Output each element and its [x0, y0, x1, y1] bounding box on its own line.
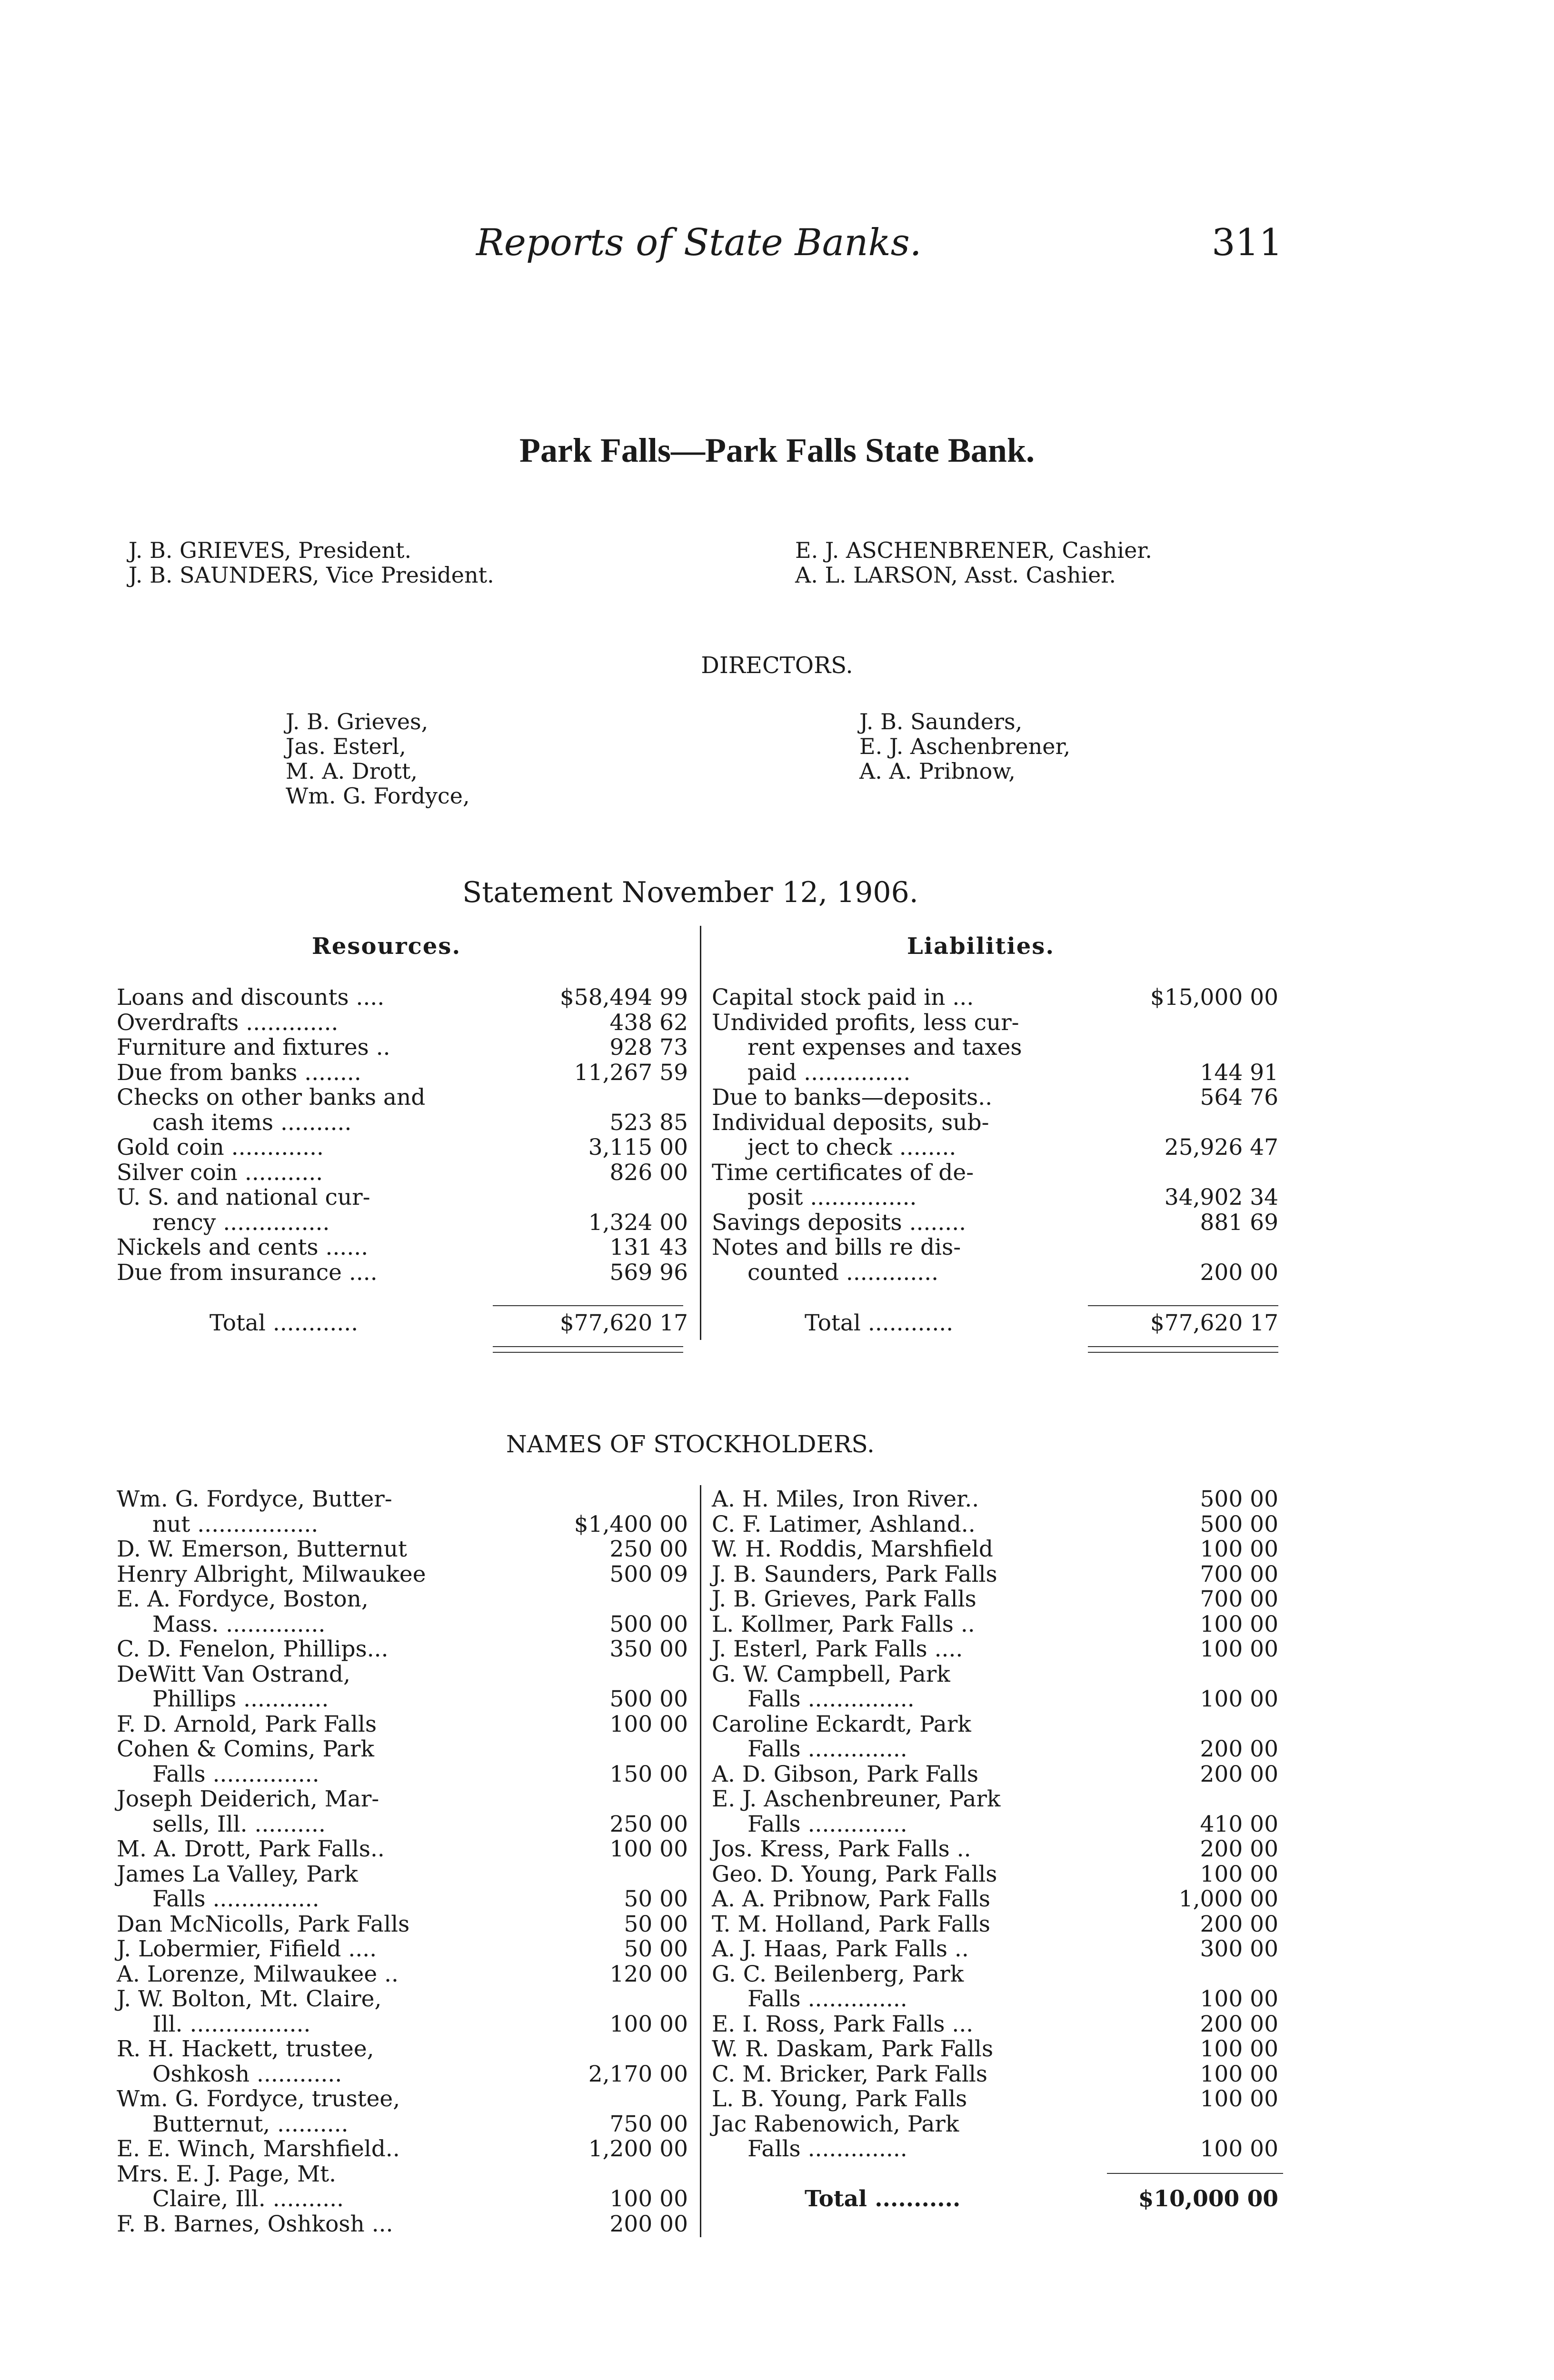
table-row [117, 1060, 688, 1084]
row-label: R. H. Hackett, trustee, [117, 2036, 374, 2062]
director-name: M. A. Drott, [286, 758, 418, 784]
director-name: Jas. Esterl, [286, 734, 406, 759]
row-amount: 500 00 [1200, 1511, 1278, 1537]
directors-right [859, 709, 1070, 783]
table-row [712, 1886, 1283, 1911]
table-row [712, 1911, 1283, 1936]
row-label: Time certificates of de- [712, 1159, 974, 1186]
row-amount: 500 09 [609, 1561, 688, 1587]
director-name: Wm. G. Fordyce, [286, 783, 470, 809]
row-label: C. M. Bricker, Park Falls [712, 2061, 988, 2087]
table-row [712, 1210, 1283, 1234]
row-label: Individual deposits, sub- [712, 1109, 989, 1136]
row-label: DeWitt Van Ostrand, [117, 1661, 350, 1687]
row-label: J. W. Bolton, Mt. Claire, [117, 1986, 382, 2012]
table-row [712, 1234, 1283, 1259]
directors-heading: DIRECTORS. [701, 652, 853, 679]
table-row [117, 1010, 688, 1034]
row-amount: 1,000 00 [1178, 1886, 1278, 1912]
row-amount: 700 00 [1200, 1586, 1278, 1612]
row-label: nut ................. [152, 1511, 319, 1537]
table-row [712, 2136, 1283, 2161]
total-amount: $10,000 00 [1138, 2186, 1278, 2212]
table-row [117, 2036, 688, 2061]
row-label: A. Lorenze, Milwaukee .. [117, 1961, 398, 1987]
table-row [712, 1636, 1283, 1661]
row-label: Geo. D. Young, Park Falls [712, 1861, 997, 1887]
row-amount: 100 00 [1200, 1536, 1278, 1562]
table-row [117, 1711, 688, 1736]
table-row [117, 2186, 688, 2211]
row-label: Silver coin ........... [117, 1159, 323, 1186]
resources-table [117, 984, 688, 1318]
row-label: Due from banks ........ [117, 1059, 361, 1086]
row-amount: 34,902 34 [1164, 1184, 1278, 1210]
row-amount: 25,926 47 [1164, 1134, 1278, 1160]
table-row [117, 1611, 688, 1636]
resources-total-row [117, 1310, 688, 1339]
row-amount: 200 00 [1200, 2011, 1278, 2037]
row-amount: 500 00 [1200, 1486, 1278, 1512]
row-amount: 100 00 [1200, 2136, 1278, 2162]
row-label: Wm. G. Fordyce, trustee, [117, 2086, 400, 2112]
table-row [117, 1786, 688, 1811]
row-label: Loans and discounts .... [117, 984, 385, 1011]
row-amount: 200 00 [1200, 1259, 1278, 1286]
table-row [712, 1060, 1283, 1084]
row-label: A. D. Gibson, Park Falls [712, 1761, 978, 1787]
row-label: Wm. G. Fordyce, Butter- [117, 1486, 392, 1512]
bank-title: Park Falls—Park Falls State Bank. [519, 431, 1035, 469]
row-label: Butternut, .......... [152, 2111, 349, 2137]
table-row [117, 2011, 688, 2036]
table-row [117, 2161, 688, 2186]
row-label: Mass. .............. [152, 1611, 326, 1637]
row-amount: 569 96 [609, 1259, 688, 1286]
table-row [712, 1686, 1283, 1711]
stockholders-column-divider [700, 1485, 701, 2237]
row-label: E. A. Fordyce, Boston, [117, 1586, 369, 1612]
resources-heading: Resources. [312, 933, 461, 960]
row-amount: 3,115 00 [588, 1134, 688, 1160]
row-label: Caroline Eckardt, Park [712, 1711, 971, 1737]
table-row [712, 2086, 1283, 2111]
table-row [712, 1110, 1283, 1134]
table-row [712, 1134, 1283, 1159]
stockholders-right-list [712, 1486, 1283, 2172]
table-row [117, 1911, 688, 1936]
row-label: Furniture and fixtures .. [117, 1034, 390, 1061]
row-label: G. W. Campbell, Park [712, 1661, 950, 1687]
table-row [117, 1536, 688, 1561]
total-label: Total ........... [805, 2186, 961, 2212]
resources-double-rule-bottom [493, 1352, 683, 1353]
stockholders-total-rule [1107, 2173, 1283, 2174]
row-amount: 100 00 [1200, 2061, 1278, 2087]
table-row [712, 2111, 1283, 2136]
officer-vice-president: J. B. SAUNDERS, Vice President. [129, 562, 494, 588]
row-amount: 100 00 [609, 2186, 688, 2212]
table-row [712, 1010, 1283, 1034]
row-amount: 881 69 [1200, 1209, 1278, 1236]
liabilities-double-rule-top [1088, 1346, 1278, 1347]
total-label: Total ............ [805, 1310, 954, 1336]
row-amount: $15,000 00 [1150, 984, 1278, 1011]
total-label: Total ............ [209, 1310, 359, 1336]
row-label: Gold coin ............. [117, 1134, 324, 1160]
row-label: Capital stock paid in ... [712, 984, 974, 1011]
table-row [117, 2061, 688, 2086]
table-row [712, 1936, 1283, 1961]
table-row [117, 2086, 688, 2111]
director-name: A. A. Pribnow, [859, 758, 1016, 784]
row-label: C. D. Fenelon, Phillips... [117, 1636, 388, 1662]
row-label: L. Kollmer, Park Falls .. [712, 1611, 975, 1637]
table-row [712, 1761, 1283, 1786]
table-row [712, 2061, 1283, 2086]
row-label: Savings deposits ........ [712, 1209, 966, 1236]
table-row [712, 1561, 1283, 1586]
row-amount: 438 62 [609, 1009, 688, 1036]
row-label: Checks on other banks and [117, 1084, 426, 1111]
table-row [117, 1586, 688, 1611]
table-row [117, 1486, 688, 1511]
row-label: rency ............... [152, 1209, 330, 1236]
table-row [117, 1084, 688, 1109]
row-label: Notes and bills re dis- [712, 1234, 961, 1260]
row-amount: 500 00 [609, 1611, 688, 1637]
table-row [117, 2136, 688, 2161]
row-label: Due to banks—deposits.. [712, 1084, 993, 1111]
table-row [712, 2036, 1283, 2061]
row-amount: 250 00 [609, 1811, 688, 1837]
table-row [117, 1259, 688, 1284]
row-label: E. E. Winch, Marshfield.. [117, 2136, 400, 2162]
table-row [712, 1586, 1283, 1611]
row-label: paid ............... [747, 1059, 911, 1086]
row-label: Henry Albright, Milwaukee [117, 1561, 426, 1587]
table-row [712, 1961, 1283, 1986]
liabilities-table [712, 984, 1283, 1318]
page-number: 311 [1212, 221, 1283, 264]
row-label: Falls ............... [152, 1761, 319, 1787]
officers-right [795, 538, 1152, 587]
row-amount: 100 00 [1200, 1861, 1278, 1887]
row-label: Falls .............. [747, 1986, 907, 2012]
row-label: Cohen & Comins, Park [117, 1736, 374, 1762]
table-row [117, 2111, 688, 2136]
director-name: J. B. Saunders, [859, 709, 1023, 734]
row-label: posit ............... [747, 1184, 917, 1210]
row-amount: 100 00 [1200, 2086, 1278, 2112]
row-amount: 410 00 [1200, 1811, 1278, 1837]
row-label: Nickels and cents ...... [117, 1234, 369, 1260]
table-row [117, 1184, 688, 1209]
row-label: Falls .............. [747, 1811, 907, 1837]
row-label: A. A. Pribnow, Park Falls [712, 1886, 990, 1912]
table-row [712, 1986, 1283, 2011]
table-row [712, 1084, 1283, 1109]
row-label: Undivided profits, less cur- [712, 1009, 1019, 1036]
row-label: Mrs. E. J. Page, Mt. [117, 2161, 337, 2187]
row-label: J. B. Saunders, Park Falls [712, 1561, 997, 1587]
row-label: J. Esterl, Park Falls .... [712, 1636, 963, 1662]
row-label: Ill. ................. [152, 2011, 311, 2037]
row-label: W. R. Daskam, Park Falls [712, 2036, 994, 2062]
row-label: L. B. Young, Park Falls [712, 2086, 967, 2112]
table-row [117, 1034, 688, 1059]
row-amount: 1,200 00 [588, 2136, 688, 2162]
table-row [712, 1661, 1283, 1686]
row-label: D. W. Emerson, Butternut [117, 1536, 407, 1562]
liabilities-total-rule [1088, 1305, 1278, 1306]
stockholders-left-list [117, 1486, 688, 2248]
table-row [117, 1836, 688, 1861]
table-row [117, 1736, 688, 1761]
row-label: Phillips ............ [152, 1686, 329, 1712]
row-label: sells, Ill. .......... [152, 1811, 326, 1837]
statement-column-divider [700, 926, 701, 1340]
statement-heading: Statement November 12, 1906. [462, 876, 918, 909]
table-row [712, 1611, 1283, 1636]
row-amount: 564 76 [1200, 1084, 1278, 1111]
row-label: A. H. Miles, Iron River.. [712, 1486, 979, 1512]
officers-left [129, 538, 494, 587]
row-label: rent expenses and taxes [747, 1034, 1022, 1061]
liabilities-total-row [712, 1310, 1283, 1339]
row-amount: 300 00 [1200, 1936, 1278, 1962]
row-label: F. B. Barnes, Oshkosh ... [117, 2211, 393, 2237]
table-row [712, 2011, 1283, 2036]
row-label: Jos. Kress, Park Falls .. [712, 1836, 971, 1862]
row-label: Falls ............... [747, 1686, 915, 1712]
table-row [117, 1936, 688, 1961]
row-amount: 144 91 [1200, 1059, 1278, 1086]
table-row [117, 1511, 688, 1536]
row-amount: 100 00 [609, 1711, 688, 1737]
table-row [117, 1561, 688, 1586]
table-row [117, 1886, 688, 1911]
table-row [117, 1110, 688, 1134]
table-row [117, 1134, 688, 1159]
running-title: Reports of State Banks. [476, 221, 922, 264]
row-label: Overdrafts ............. [117, 1009, 339, 1036]
row-label: E. I. Ross, Park Falls ... [712, 2011, 974, 2037]
row-amount: 50 00 [624, 1936, 688, 1962]
row-label: F. D. Arnold, Park Falls [117, 1711, 377, 1737]
director-name: J. B. Grieves, [286, 709, 428, 734]
row-label: Dan McNicolls, Park Falls [117, 1911, 410, 1937]
stockholders-total-row [712, 2186, 1283, 2214]
row-label: U. S. and national cur- [117, 1184, 370, 1210]
row-label: James La Valley, Park [117, 1861, 358, 1887]
table-row [117, 2211, 688, 2236]
table-row [712, 1486, 1283, 1511]
table-row [712, 1160, 1283, 1184]
table-row [117, 1961, 688, 1986]
row-amount: 500 00 [609, 1686, 688, 1712]
director-name: E. J. Aschenbrener, [859, 734, 1071, 759]
table-row [117, 1661, 688, 1686]
row-amount: 150 00 [609, 1761, 688, 1787]
row-amount: 11,267 59 [574, 1059, 688, 1086]
resources-total-rule [493, 1305, 683, 1306]
row-label: Oshkosh ............ [152, 2061, 342, 2087]
total-amount: $77,620 17 [1150, 1310, 1278, 1336]
row-amount: 1,324 00 [588, 1209, 688, 1236]
row-label: A. J. Haas, Park Falls .. [712, 1936, 969, 1962]
row-label: Jac Rabenowich, Park [712, 2111, 959, 2137]
row-label: Falls .............. [747, 2136, 907, 2162]
table-row [117, 1811, 688, 1836]
table-row [712, 1034, 1283, 1059]
row-amount: 523 85 [609, 1109, 688, 1136]
row-amount: 200 00 [1200, 1736, 1278, 1762]
row-amount: $1,400 00 [574, 1511, 688, 1537]
table-row [712, 1511, 1283, 1536]
row-amount: 100 00 [1200, 1636, 1278, 1662]
table-row [117, 1986, 688, 2011]
table-row [712, 1711, 1283, 1736]
row-amount: 100 00 [1200, 1611, 1278, 1637]
resources-double-rule-top [493, 1346, 683, 1347]
row-label: G. C. Beilenberg, Park [712, 1961, 964, 1987]
table-row [712, 1259, 1283, 1284]
row-label: W. H. Roddis, Marshfield [712, 1536, 994, 1562]
row-amount: 2,170 00 [588, 2061, 688, 2087]
row-label: C. F. Latimer, Ashland.. [712, 1511, 976, 1537]
table-row [712, 1184, 1283, 1209]
row-amount: 250 00 [609, 1536, 688, 1562]
table-row [117, 1210, 688, 1234]
row-label: Falls ............... [152, 1886, 319, 1912]
row-label: Joseph Deiderich, Mar- [117, 1786, 379, 1812]
row-label: counted ............. [747, 1259, 939, 1286]
row-label: ject to check ........ [747, 1134, 956, 1160]
liabilities-heading: Liabilities. [907, 933, 1055, 960]
row-amount: 200 00 [609, 2211, 688, 2237]
row-amount: 50 00 [624, 1886, 688, 1912]
row-amount: 100 00 [1200, 1986, 1278, 2012]
row-label: E. J. Aschenbreuner, Park [712, 1786, 1001, 1812]
table-row [117, 1861, 688, 1886]
row-amount: 700 00 [1200, 1561, 1278, 1587]
stockholders-heading: NAMES OF STOCKHOLDERS. [506, 1430, 875, 1458]
row-amount: 120 00 [609, 1961, 688, 1987]
row-label: Falls .............. [747, 1736, 907, 1762]
row-label: J. B. Grieves, Park Falls [712, 1586, 976, 1612]
row-amount: 200 00 [1200, 1911, 1278, 1937]
table-row [712, 1786, 1283, 1811]
table-row [712, 1861, 1283, 1886]
row-label: J. Lobermier, Fifield .... [117, 1936, 377, 1962]
row-amount: $58,494 99 [559, 984, 688, 1011]
table-row [117, 1160, 688, 1184]
liabilities-double-rule-bottom [1088, 1352, 1278, 1353]
row-amount: 928 73 [609, 1034, 688, 1061]
row-amount: 100 00 [609, 2011, 688, 2037]
row-amount: 100 00 [609, 1836, 688, 1862]
officer-president: J. B. GRIEVES, President. [129, 537, 412, 563]
row-amount: 826 00 [609, 1159, 688, 1186]
table-row [117, 1686, 688, 1711]
directors-left [286, 709, 470, 808]
row-amount: 131 43 [609, 1234, 688, 1260]
table-row [712, 984, 1283, 1009]
row-amount: 200 00 [1200, 1761, 1278, 1787]
row-label: M. A. Drott, Park Falls.. [117, 1836, 385, 1862]
row-amount: 350 00 [609, 1636, 688, 1662]
table-row [712, 1811, 1283, 1836]
table-row [117, 1761, 688, 1786]
table-row [712, 1536, 1283, 1561]
total-amount: $77,620 17 [559, 1310, 688, 1336]
row-amount: 100 00 [1200, 2036, 1278, 2062]
row-label: cash items .......... [152, 1109, 352, 1136]
table-row [712, 1836, 1283, 1861]
row-amount: 50 00 [624, 1911, 688, 1937]
row-amount: 100 00 [1200, 1686, 1278, 1712]
officer-cashier: E. J. ASCHENBRENER, Cashier. [795, 537, 1152, 563]
officer-asst-cashier: A. L. LARSON, Asst. Cashier. [795, 562, 1116, 588]
row-label: Claire, Ill. .......... [152, 2186, 344, 2212]
row-amount: 200 00 [1200, 1836, 1278, 1862]
row-label: T. M. Holland, Park Falls [712, 1911, 990, 1937]
table-row [117, 984, 688, 1009]
row-label: Due from insurance .... [117, 1259, 378, 1286]
table-row [117, 1636, 688, 1661]
table-row [117, 1234, 688, 1259]
row-amount: 750 00 [609, 2111, 688, 2137]
table-row [712, 1736, 1283, 1761]
